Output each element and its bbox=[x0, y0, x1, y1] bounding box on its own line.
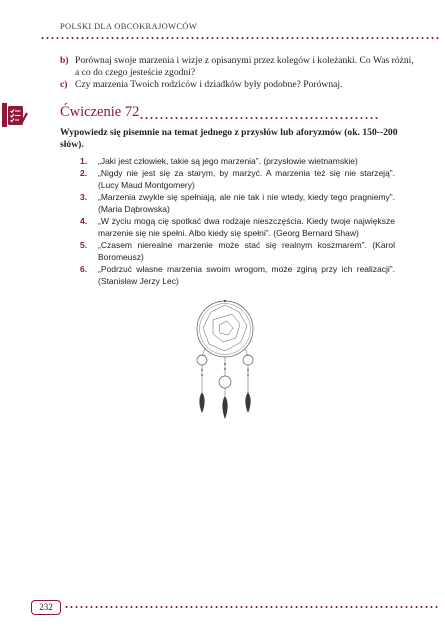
question-label: b) bbox=[60, 55, 69, 66]
exercise-divider bbox=[139, 117, 379, 119]
list-item bbox=[80, 263, 395, 287]
page-number: 232 bbox=[31, 600, 61, 615]
item-number: 2. bbox=[80, 168, 88, 178]
quote-list bbox=[80, 155, 395, 287]
checklist-pencil-icon bbox=[2, 103, 28, 127]
item-number: 6. bbox=[80, 264, 88, 274]
question-text: Czy marzenia Twoich rodziców i dziadków były podobne? Porównaj. bbox=[75, 79, 343, 90]
dreamcatcher-icon bbox=[180, 296, 270, 421]
item-number: 1. bbox=[80, 156, 88, 166]
list-item bbox=[80, 155, 395, 167]
question-text: Porównaj swoje marzenia i wizje z opisanymi przez kolegów i koleżanki. Co Was różni, a co do czego jesteście zgodni? bbox=[75, 55, 414, 78]
list-item bbox=[80, 191, 395, 215]
header-divider bbox=[40, 37, 440, 39]
footer-divider bbox=[64, 606, 440, 608]
list-item bbox=[80, 239, 395, 263]
item-text: „Jaki jest człowiek, takie są jego marzenia”. (przysłowie wietnamskie) bbox=[98, 156, 358, 166]
item-number: 3. bbox=[80, 192, 88, 202]
item-text: „Podrzuć własne marzenia swoim wrogom, może zginą przy ich realizacji”. (Stanisław Jerzy Lec) bbox=[98, 264, 395, 286]
item-number: 4. bbox=[80, 216, 88, 226]
item-text: „Nigdy nie jest się za starym, by marzyć. A marzenia też się nie starzeją”. (Lucy Maud Montgomery) bbox=[98, 168, 395, 190]
item-text: „Czasem nierealne marzenie może stać się realnym koszmarem”. (Karol Boromeusz) bbox=[98, 240, 395, 262]
list-item bbox=[80, 167, 395, 191]
running-header: POLSKI DLA OBCOKRAJOWCÓW bbox=[60, 21, 198, 31]
item-number: 5. bbox=[80, 240, 88, 250]
exercise-instruction: Wypowiedz się pisemnie na temat jednego z przysłów lub aforyzmów (ok. 150--200 słów). bbox=[60, 127, 398, 150]
list-item bbox=[80, 215, 395, 239]
item-text: „Marzenia zwykle się spełniają, ale nie tak i nie wtedy, kiedy tego pragniemy”. (Maria Dąbrowska) bbox=[98, 192, 395, 214]
item-text: „W życiu mogą cię spotkać dwa rodzaje nieszczęścia. Kiedy twoje największe marzenie się nie spełni. Albo kiedy się spełni”. (Georg Bernard Shaw) bbox=[98, 216, 395, 238]
exercise-title: Ćwiczenie 72 bbox=[60, 104, 140, 120]
question-label: c) bbox=[60, 79, 68, 90]
